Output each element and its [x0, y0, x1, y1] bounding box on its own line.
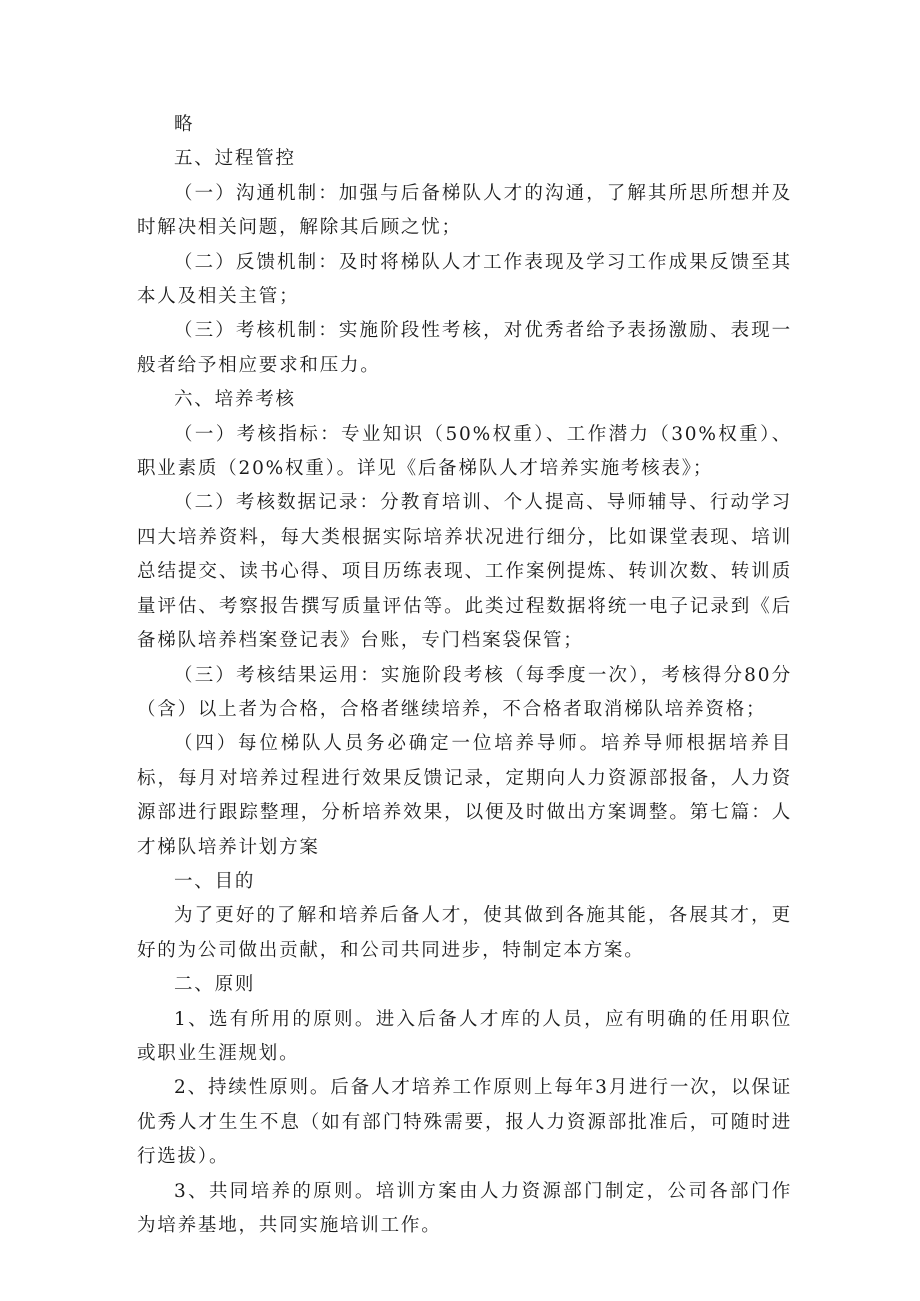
section-heading-purpose: 一、目的 [174, 870, 256, 892]
paragraph-communication: （一）沟通机制：加强与后备梯队人才的沟通，了解其所思所想并及时解决相关问题，解除其后顾之忧； [137, 182, 792, 239]
section-heading-process-control: 五、过程管控 [174, 148, 296, 170]
paragraph-purpose: 为了更好的了解和培养后备人才，使其做到各施其能，各展其才，更好的为公司做出贡献，和公司共同进步，特制定本方案。 [137, 905, 792, 961]
paragraph-feedback: （二）反馈机制：及时将梯队人才工作表现及学习工作成果反馈至其本人及相关主管； [137, 251, 792, 308]
paragraph-data-records: （二）考核数据记录：分教育培训、个人提高、导师辅导、行动学习四大培养资料，每大类根据实际培养状况进行细分，比如课堂表现、培训总结提交、读书心得、项目历练表现、工作案例提炼、转训次数、转训质量评估、考察报告撰写质量评估等。此类过程数据将统一电子记录到《后备梯队培养档案登记表》台账，专门档案袋保管； [137, 492, 792, 652]
document-body [137, 108, 792, 1243]
paragraph-results-usage: （三）考核结果运用：实施阶段考核（每季度一次），考核得分80分（含）以上者为合格，合格者继续培养，不合格者取消梯队培养资格； [137, 664, 792, 720]
section-heading-principles: 二、原则 [174, 974, 256, 996]
section-heading-training-assessment: 六、培养考核 [174, 389, 296, 411]
paragraph-principle-1: 1、选有所用的原则。进入后备人才库的人员，应有明确的任用职位或职业生涯规划。 [137, 1008, 792, 1064]
paragraph-principle-3: 3、共同培养的原则。培训方案由人力资源部门制定，公司各部门作为培养基地，共同实施培训工作。 [137, 1180, 792, 1236]
paragraph-mentor: （四）每位梯队人员务必确定一位培养导师。培养导师根据培养目标，每月对培养过程进行效果反馈记录，定期向人力资源部报备，人力资源部进行跟踪整理，分析培养效果，以便及时做出方案调整。第七篇：人才梯队培养计划方案 [137, 733, 792, 858]
paragraph-indicators: （一）考核指标：专业知识（50%权重）、工作潜力（30%权重）、职业素质（20%权重）。详见《后备梯队人才培养实施考核表》； [137, 423, 792, 480]
ellipsis-line: 略 [174, 114, 195, 135]
paragraph-assessment: （三）考核机制：实施阶段性考核，对优秀者给予表扬激励、表现一般者给予相应要求和压力。 [137, 320, 792, 376]
paragraph-principle-2: 2、持续性原则。后备人才培养工作原则上每年3月进行一次，以保证优秀人才生生不息（如有部门特殊需要，报人力资源部批准后，可随时进行选拔）。 [137, 1077, 792, 1168]
